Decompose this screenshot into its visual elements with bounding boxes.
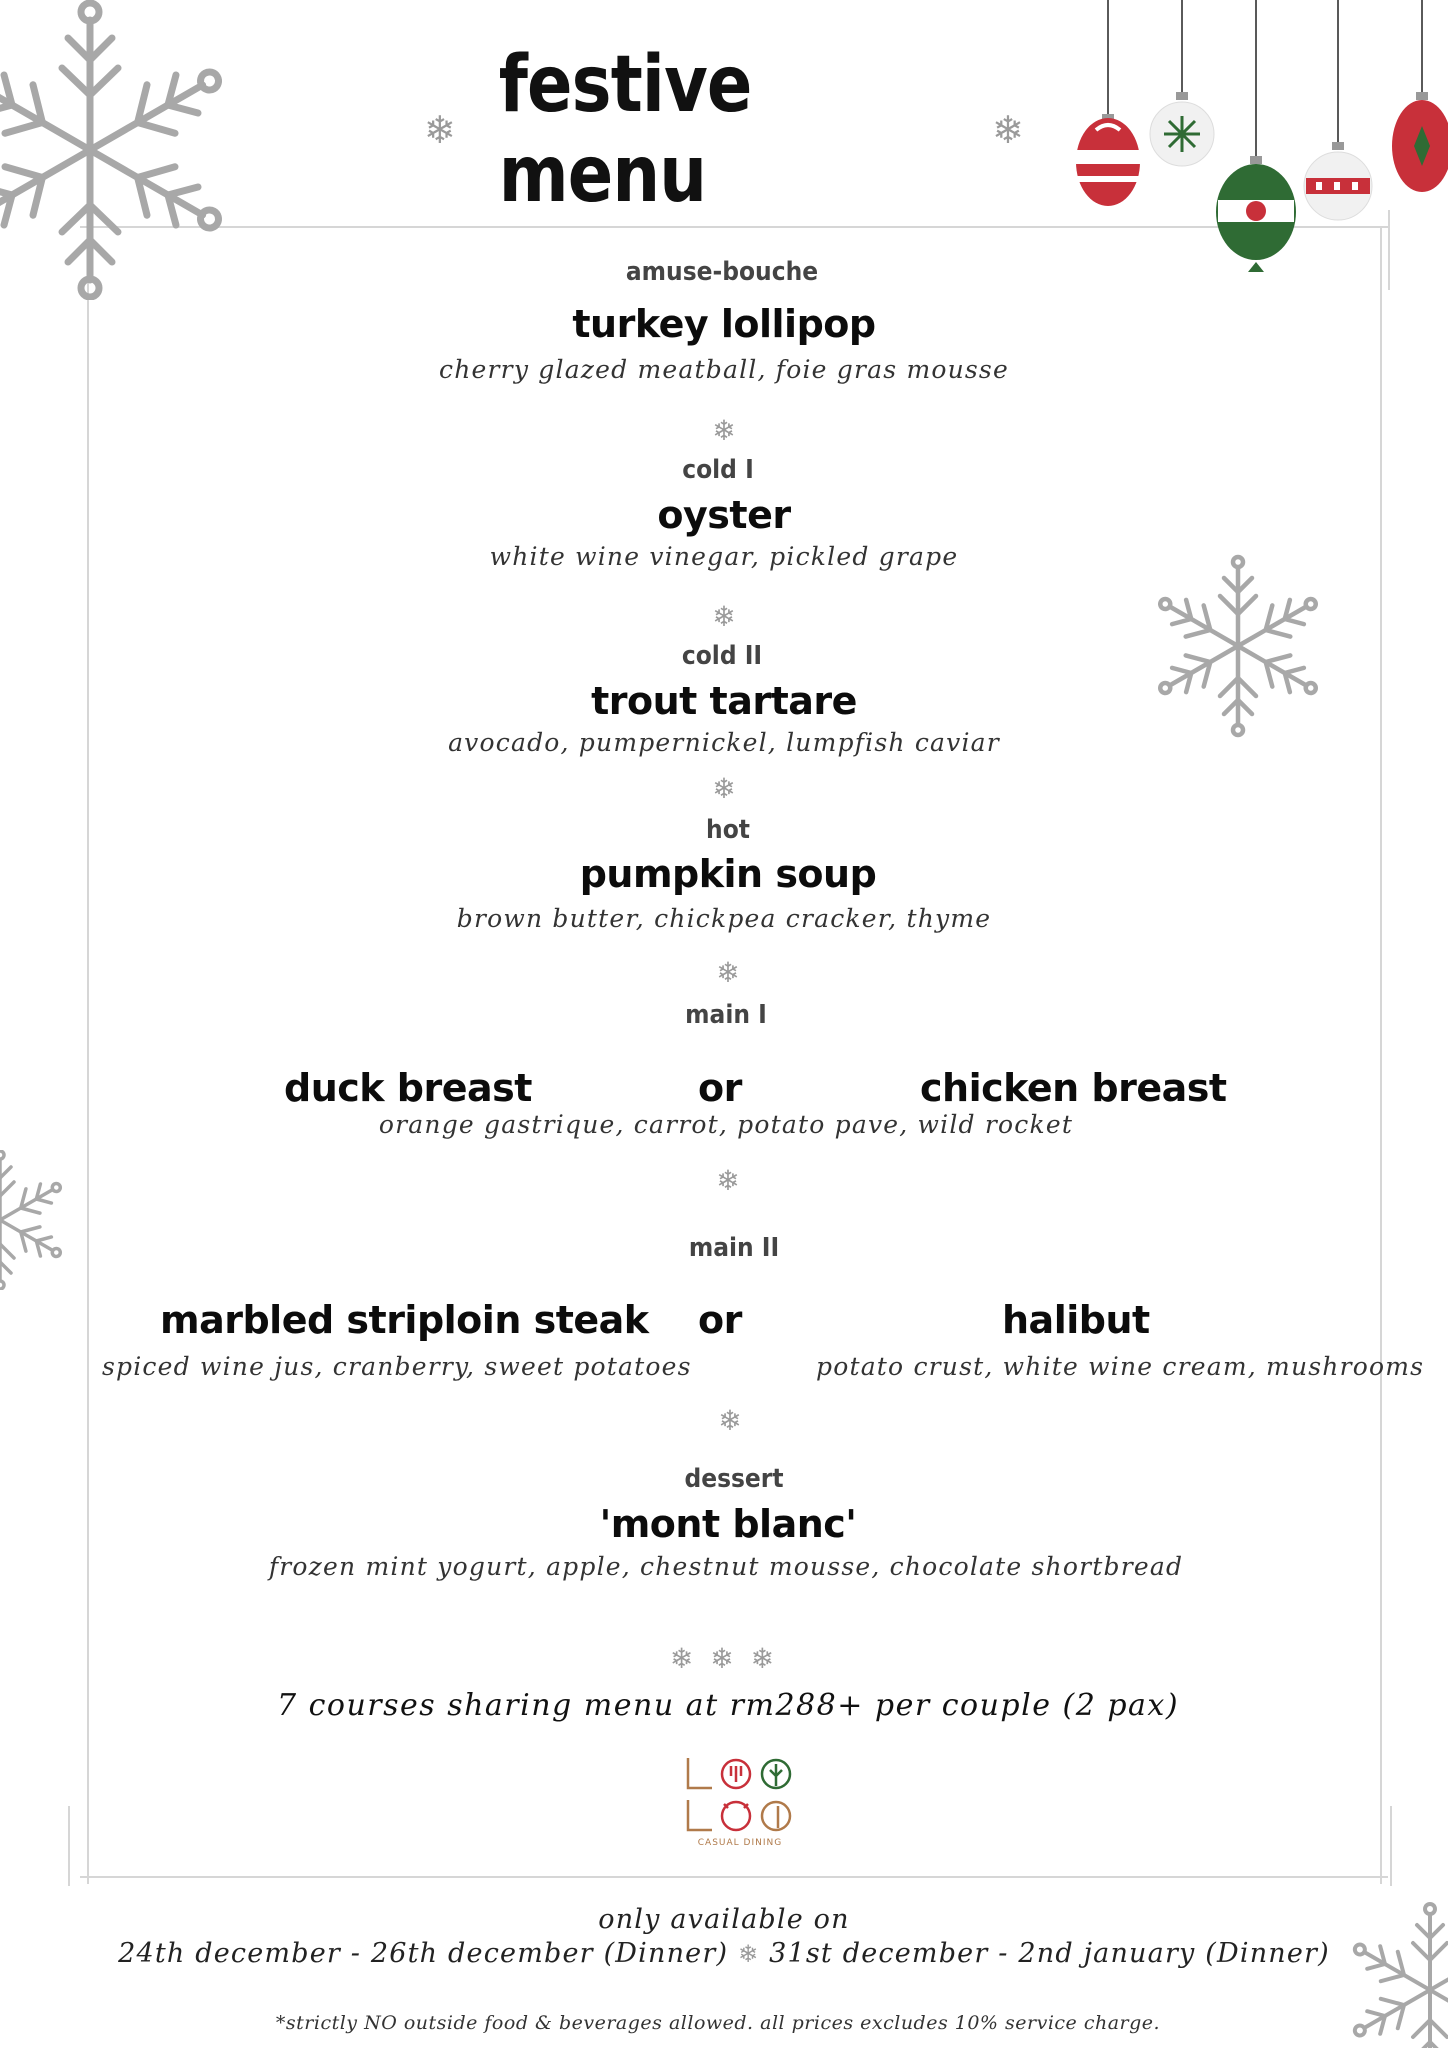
dish-name: oyster <box>657 493 791 537</box>
dish-description: orange gastrique, carrot, potato pave, wild rocket <box>378 1110 1074 1139</box>
dish-name: trout tartare <box>591 679 857 723</box>
course-label: main I <box>685 1000 767 1030</box>
dish-name: pumpkin soup <box>579 852 877 896</box>
dish-name-left: duck breast <box>284 1066 532 1110</box>
dish-name-left: marbled striploin steak <box>160 1298 649 1342</box>
snowflake-separator-icon: ❄ <box>716 956 740 989</box>
snowflake-separator-icon: ❄ <box>712 772 736 805</box>
dish-description-right: potato crust, white wine cream, mushrooms <box>816 1352 1425 1381</box>
snowflake-triple-separator-icon: ❄ ❄ ❄ <box>669 1642 779 1675</box>
course-label: amuse-bouche <box>625 257 819 287</box>
availability-heading: only available on <box>598 1904 850 1935</box>
page-title: festive menu <box>498 40 752 220</box>
or-label: or <box>698 1066 742 1110</box>
logo-caption: CASUAL DINING <box>697 1838 783 1848</box>
snowflake-icon: ❄ <box>737 1940 760 1968</box>
dish-description: avocado, pumpernickel, lumpfish caviar <box>448 728 1000 757</box>
availability-dates <box>0 1938 1448 1969</box>
dish-name: 'mont blanc' <box>599 1502 857 1546</box>
footnote: *strictly NO outside food & beverages allowed. all prices excludes 10% service charge. <box>275 2012 1161 2034</box>
snowflake-icon: ❄ <box>992 108 1024 152</box>
dish-description: brown butter, chickpea cracker, thyme <box>456 904 992 933</box>
or-label: or <box>698 1298 742 1342</box>
dish-description-left: spiced wine jus, cranberry, sweet potatoes <box>102 1352 692 1381</box>
dish-description: cherry glazed meatball, foie gras mousse <box>439 355 1009 384</box>
course-label: cold I <box>682 455 754 485</box>
frame-bottom-corner-left <box>68 1806 70 1886</box>
dish-name-right: chicken breast <box>920 1066 1227 1110</box>
snowflake-separator-icon: ❄ <box>712 414 736 447</box>
restaurant-logo-icon <box>680 1752 800 1848</box>
hanging-ornaments-icon <box>1060 0 1448 280</box>
date-range-1: 24th december - 26th december (Dinner) <box>118 1938 729 1969</box>
frame-bottom-corner-right <box>1390 1806 1392 1886</box>
snowflake-large-icon <box>0 0 230 300</box>
price-line: 7 courses sharing menu at rm288+ per couple (2 pax) <box>276 1688 1180 1723</box>
snowflake-separator-icon: ❄ <box>712 600 736 633</box>
dish-name: turkey lollipop <box>572 302 876 346</box>
course-label: hot <box>706 815 750 845</box>
course-label: main II <box>688 1233 780 1263</box>
date-range-2: 31st december - 2nd january (Dinner) <box>769 1938 1330 1969</box>
course-label: dessert <box>684 1464 784 1494</box>
snowflake-separator-icon: ❄ <box>716 1164 740 1197</box>
snowflake-icon: ❄ <box>424 108 456 152</box>
dish-description: white wine vinegar, pickled grape <box>489 542 959 571</box>
snowflake-separator-icon: ❄ <box>718 1404 742 1437</box>
dish-name-right: halibut <box>1002 1298 1150 1342</box>
course-label: cold II <box>681 641 763 671</box>
frame-bottom <box>80 1876 1388 1878</box>
dish-description: frozen mint yogurt, apple, chestnut mousse, chocolate shortbread <box>268 1552 1184 1581</box>
page-title-block <box>424 40 1024 220</box>
